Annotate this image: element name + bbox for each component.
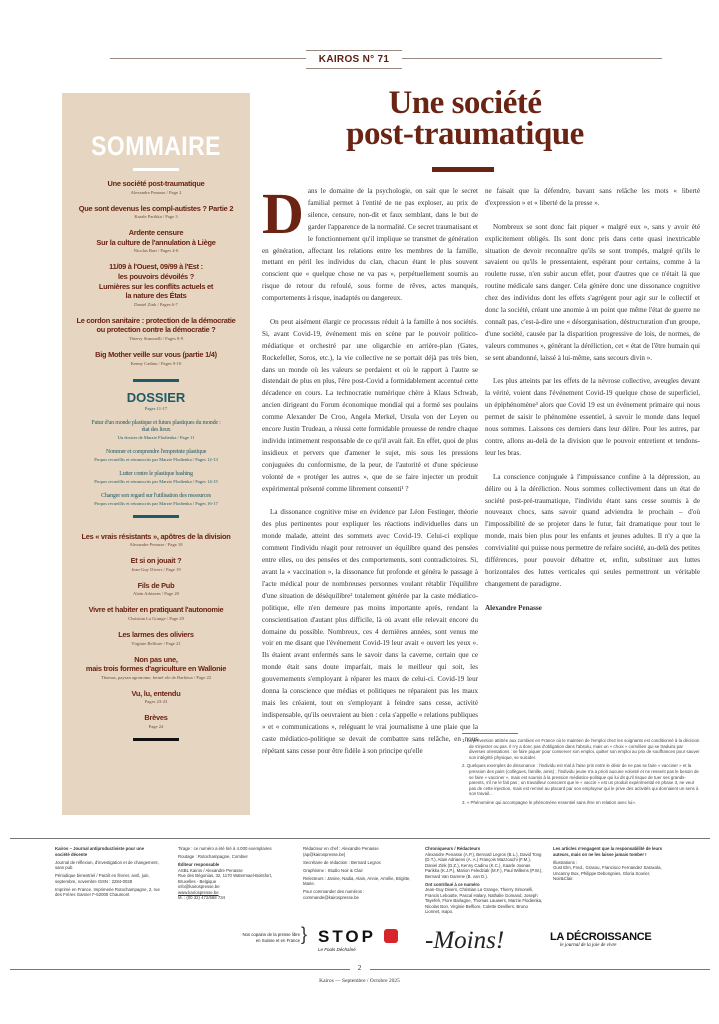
colophon-line: Périodique bimestriel / Paraît en février, avril, juin, septembre, novembre ISSN : 2284-0028: [55, 873, 150, 884]
colophon-heading: Chroniqueurs / Rédacteurs: [425, 846, 481, 851]
colophon-publisher: [178, 846, 288, 901]
stop-logo-text: STOP: [318, 927, 376, 946]
moins-logo[interactable]: -Moins!: [425, 927, 505, 954]
colophon-line: M. : (00 32) 472/568 734: [178, 895, 226, 900]
drop-cap: D: [262, 181, 304, 246]
colophon-line: Kairos – Journal antiproductiviste pour une société décente: [55, 846, 145, 857]
sommaire-item[interactable]: [62, 316, 250, 342]
issue-label: KAIROS N° 71: [306, 50, 402, 69]
sommaire-item-meta: Propos recueillis et retranscrits par Marzie Flodienka / Pages 14-15: [94, 478, 218, 484]
sommaire-item-title: Vivre et habiter en pratiquant l'autonomie: [88, 605, 224, 615]
sommaire-heading: SOMMAIRE: [91, 131, 221, 161]
title-underline: [432, 167, 494, 172]
article-author: Alexandre Penasse: [485, 603, 542, 612]
title-line: post-traumatique: [346, 116, 584, 152]
sommaire-item[interactable]: [62, 204, 250, 221]
sommaire-item[interactable]: [62, 689, 250, 706]
colophon-line: Les articles n'engagent que la responsabilité de leurs auteurs, mais on ne les laisse jamais tomber !: [553, 846, 663, 857]
sommaire-item-title: Brèves: [144, 713, 168, 723]
sommaire-item[interactable]: [62, 471, 250, 485]
sommaire-item[interactable]: [62, 605, 250, 622]
sommaire-item-meta: Kaarle Parikka / Page 3: [134, 214, 178, 220]
dossier-section: [62, 379, 250, 518]
colophon-notes: [553, 846, 668, 884]
website-link[interactable]: www.kairospresse.be: [178, 889, 219, 895]
paragraph: [262, 181, 478, 305]
sommaire-item-title: Fils de Pub: [137, 580, 175, 590]
sommaire-item-meta: Daniel Zink / Pages 6-7: [134, 301, 178, 307]
sommaire-item-title: Changer son regard sur l'utilisation des ressources: [101, 492, 211, 499]
sommaire-item[interactable]: [62, 420, 250, 441]
sommaire-item-title: Que sont devenus les compl-autistes ? Partie 2: [78, 203, 234, 213]
article-column-1: [262, 181, 478, 769]
sommaire-item-meta: Page 24: [148, 723, 164, 729]
footnote-rule: [462, 733, 518, 734]
sommaire-item-meta: Thierry Simonelli / Pages 8-9: [128, 335, 184, 341]
sommaire-item-meta: Thomas, paysan agronome, fermé·ole de Barlieux / Page 22: [100, 674, 212, 680]
paragraph: Les plus atteints par les effets de la névrose collective, aveugles devant la vérité, voient dans l'événement Covid-19 quelque chose de superficiel, un épiphénomène³ alors que Covid 19 est un événement primaire qui nous permet de saisir le phénomène essentiel, à savoir le monde dans lequel nous sommes. Laissons ces derniers dans leur délire. Pour les autres, par contre, allons au-delà de la division que le pouvoir entretient et tendons-leur les bras.: [485, 377, 700, 457]
colophon-line: Alexandre Penasse (A.P.), Bernard Legros (B.L.), David Tong (D.T.), Alain Adriaens (A. A.) François Mazzouchi (F.M.), Daniel Zink (D.Z.), Kenny Cadinu (K.C.), Kaarle Joonas Parikka (K.J.P.), Marion Feledziak (M.F.), Paul Willems (P.W.), Bernard Van Damme (B. van D.).: [425, 851, 543, 879]
sommaire-panel: [62, 93, 250, 815]
colophon-heading: Illustrations :: [553, 859, 578, 865]
paragraph: Nombreux se sont donc fait piquer « malgré eux », sans y avoir été explicitement obligés. Ils sont donc pris dans cette quasi inextricable situation de devoir reconnaître qu'ils se sont trompés, malgré qu'ils le savaient ou qu'ils le pressentaient, espérant pour certains, comme à la roulette russe, n'en subir aucun effet, pour d'autres que ce n'était là que routine médicale sans danger. Cela génère donc une dissonance cognitive chez des individus dont les effets s'agrègent pour agir sur le collectif et donc la société, créant une anomie à un point que même l'état de guerre ne connaît pas, c'est-à-dire une « désorganisation, déstructuration d'un groupe, d'une société, causée par la disparition progressive de lois, de normes, de valeurs communes », générant la déréliction, cet « état de l'être humain qui se sent abandonné, laissé à lui-même, sans secours divin ».: [485, 222, 700, 362]
header-rule: [110, 58, 306, 59]
colophon-line: Gust Elm, Fred., Grasou, Francisco Fernandez Saraxola, Uncanny Box, Philippe Debongnies, Gloria Soorier, Noir&Clair.: [553, 865, 662, 881]
paragraph: On peut aisément élargir ce processus réduit à la famille à nos sociétés. Si, avant Covid-19, événement mis en scène par le pouvoir politico-médiatique et orchestré par une oligarchie en arrière-plan (Gates, Rockefeller, Soros, etc.), la vie collective ne se portait déjà pas très bien, dans un monde où les valeurs se perdaient et où le rapport à l'autre se distendait de plus en plus, l'ère post-Covid a formidablement accentué cette décadence en cours. La technocratie numérique chère à Klaus Schwab, ancien dirigeant du Forum économique mondial qui a formé ses poulains comme Alexander De Croo, Angela Merkel, Ursula von der Leyen ou encore Justin Trudeau, a réussi cette formidable prouesse de rendre chaque individu intimement responsable de ce qu'il avait fait. En effet, quoi de plus insidieux et pervers que d'amener le sujet, mis sous les pressions conjuguées du conformisme, de la peur, de l'autorité et d'une spécieuse volonté de « protéger les autres », que de se faire injecter un produit expérimental présenté comme librement consenti¹ ?: [262, 317, 478, 493]
stop-logo[interactable]: [318, 928, 402, 952]
partners-caption: Nos copains de la presse libre en Suisse et en France: [242, 932, 300, 943]
sommaire-item-title: Futur d'un monde plastique et futurs plastiques du monde : état des lieux: [91, 419, 221, 433]
title-line: Une société: [388, 85, 542, 121]
paragraph: La conscience conjuguée à l'impuissance confine à la dépression, au délire ou à la déréliction. Nous sommes collectivement dans un état de société post-pré-traumatique, l'individu étant sans cesse soumis à de nouveaux chocs, sans savoir quand adviendra le prochain – d'où l'impossibilité de se projeter dans le futur, fait dramatique pour tout le monde, mais bien plus pour les enfants et jeunes adultes. Il n'y a que la convivialité qui puisse nous permettre de refaire société, au-delà des petites différences, pour pouvoir débattre et, enfin, substituer aux luttes horizontales des luttes verticales qui seules permettront un véritable changement de paradigme.: [485, 472, 700, 588]
header-rule: [402, 58, 662, 59]
sommaire-item[interactable]: [62, 556, 250, 573]
footnote: 3. « Phénomène qui accompagne le phénomène essentiel sans être en relation avec lui».: [462, 799, 637, 805]
colophon-line: Secrétaire de rédaction : Bernard Legros: [303, 859, 381, 865]
sommaire-item[interactable]: [62, 493, 250, 507]
page-number: 2: [357, 964, 362, 972]
colophon-editorial: [303, 846, 415, 903]
sommaire-item-meta: Christian La Grange / Page 20: [128, 615, 184, 621]
sommaire-item-meta: Un dossier de Marzie Flodienka / Page 11: [117, 434, 195, 440]
sommaire-item[interactable]: [62, 449, 250, 463]
divider: [133, 738, 179, 741]
colophon-line: Rédacteur en chef : Alexandre Penasse (ap@kairospresse.be): [303, 846, 379, 857]
divider: [133, 379, 179, 382]
colophon-contributors: [425, 846, 543, 917]
article-title: [300, 85, 630, 152]
dossier-pages: Pages 11-17: [144, 405, 168, 411]
colophon-line: Tirage : ce numéro a été tiré à 4.000 exemplaires: [178, 846, 272, 851]
sommaire-item[interactable]: [62, 179, 250, 196]
sommaire-item-meta: Alain Adriaens / Page 20: [133, 591, 179, 597]
decroissance-logo-tagline: le journal de la joie de vivre: [560, 943, 617, 948]
sommaire-item-title: Lutter contre le plastique bashing: [119, 470, 193, 477]
sommaire-item-meta: Alexandre Penasse / Page 2: [130, 189, 182, 195]
sommaire-item[interactable]: [62, 630, 250, 647]
sommaire-item[interactable]: [62, 228, 250, 254]
sommaire-item-meta: Pages 23-23: [144, 699, 168, 705]
sommaire-item-title: Le cordon sanitaire : protection de la démocratie ou protection contre la démocratie ?: [76, 315, 236, 335]
colophon-line: Pour commander des numéros : commande@kairospresse.be: [303, 889, 365, 900]
sommaire-item-meta: Alexandre Penasse / Page 18: [129, 542, 183, 548]
colophon-line: Journal de réflexion, d'investigation et de changement, sans pub: [55, 859, 159, 870]
sommaire-item-title: Les « vrais résistants », apôtres de la division: [81, 531, 231, 541]
paragraph: La dissonance cognitive mise en évidence par Léon Festinger, théorie des plus pertinentes pour expliquer les réactions individuelles dans un monde malade, atteint des sommets avec Covid-19. Celui-ci explique comment l'individu réagit pour retrouver un équilibre quand des pensées entre elles, ou des pensées et des comportements, sont contradictoires. Si, avant la « vaccination », la dissonance fut profonde et généra le passage à l'acte médical pour de nombreuses personnes voulant rétablir l'équilibre d'une situation de déséquilibre² totalement générée par la caste médiatico-politique, elle n'en demeure pas moins importante après, rendant la conscientisation d'autant plus difficile, là où avant elle relevait encore du domaine du possible. Nombreux, ces 4 dernières années, sont venus me voir en me disant que l'événement Covid-19 leur avait « ouvert les yeux ». Ils étaient avant enfermés sans le savoir dans la caverne, certain que ce monde était sans doute imparfait, mais le meilleur qui soit, les gouvernements s'employant à réparer les maux de celui-ci. Covid-19 leur donna la conscience que médias et politiques ne réparaient pas les maux mais les créaient, tout en s'employant à feindre sans cesse, activité indispensable, qu'ils oeuvraient au bien : cela s'appelle « relations publiques » et « communications », reléguant le vrai journalisme à une plaie que la caste médiatico-politique se devait de combattre sans relâche, en nous répétant sans cesse pour être fidèle à son principe qu'elle: [262, 508, 478, 755]
colophon-line: ASBL Kairos / Alexandre Penasse: [178, 867, 243, 873]
colophon-heading: Ont contribué à ce numéro: [425, 881, 480, 887]
sommaire-item[interactable]: [62, 350, 250, 367]
email-link[interactable]: info@kairospresse.be: [178, 884, 220, 889]
stop-sign-icon: [384, 929, 398, 943]
stop-logo-tagline: Le Fouls Déchaîné: [318, 947, 356, 952]
sommaire-item-meta: Propos recueillis et retranscrits par Marzie Flodienka / Pages 12-13: [94, 456, 218, 462]
footer-rule: [10, 838, 710, 839]
issue-date: Kairos — Septembre / Octobre 2025: [319, 978, 400, 984]
sommaire-item-title: Une société post-traumatique: [107, 179, 205, 188]
sommaire-item[interactable]: [62, 713, 250, 730]
footnote: 1. La prévention attitrée aux zombies en France où le maintien de l'emploi chez les soignants est conditionné à la décision de s'injecter ou pas. Il n'y a donc pas d'obligation dans l'absolu, mais un « choix » cornélien qui se traduira par diverses orientations : se faire piquer pour conserver son emploi, quitter son emploi au prix de souffrances pour sauver son intégrité physique, se suicider.: [462, 738, 700, 760]
footnote: 2. Quelques exemples de dissonance : l'individu est mal à l'aise pris entre le désir de ne pas se faire « vacciner » et la pression des pairs (collègues, famille, amis) ; l'individu jeune n'a a priori aucune volonté et ne ressent pas le besoin de se faire « vacciner », mais est soumis à la pression médiatico-politique qui lui dit qu'il risque de tuer ses grands-parents, s'il ne le fait pas ; un travailleur conscient que le « vaccin » est un produit expérimental en phase 3, ne veut pas de cette injection, mais est remisé au placard par son employeur qui le prive des activités qui donnaient un sens à son travail...: [462, 763, 699, 797]
colophon-publication: [55, 846, 160, 900]
paragraph-text: ans le domaine de la psychologie, on sait que le secret familial permet à l'entité de ne pas exploser, au prix de silence, censure, non-dit et faux semblant, dans le but de garder l'apparence de la normalité. Ce secret traumatisant et le fonctionnement qu'il implique se transmet de génération en génération, affectant les relations entre les membres de la famille, mettant en péril les individus du clan, chacun étant le plus souvent conscient que « quelque chose ne va pas », perpétuellement soumis au risque de retour du refoulé, sous forme de rêves, actes manqués, comportements à risque, inadaptés ou dangereux.: [262, 187, 478, 303]
sommaire-item-title: Vu, lu, entendu: [131, 688, 181, 698]
sommaire-item-title: Non pas une, mais trois formes d'agriculture en Wallonie: [85, 654, 227, 674]
paragraph: ne faisait que la défendre, bavant sans relâche les mots « liberté d'expression » et « liberté de la presse ».: [485, 187, 700, 207]
sommaire-item-meta: Virginie Belfiore / Page 21: [131, 640, 181, 646]
colophon-line: Rue des Bégonias, 32, 1170 Watermael-Boitsfort, Bruxelles - Belgique: [178, 873, 273, 884]
colophon-line: Routage : Rotochampagne, Combier: [178, 854, 248, 859]
sommaire-item-meta: Jean-Guy Divers / Page 19: [131, 566, 181, 572]
sommaire-item-title: Et si on jouait ?: [130, 556, 182, 566]
colophon-line: Éditeur responsable: [178, 862, 220, 867]
decroissance-logo-text: LA DÉCROISSANCE: [550, 931, 652, 943]
colophon-line: Graphisme : Studio Noir & Clair: [303, 867, 363, 873]
sommaire-item-title: Ardente censure Sur la culture de l'annulation à Liège: [96, 228, 216, 247]
sommaire-item-title: Big Mother veille sur vous (partie 1/4): [95, 349, 217, 359]
divider: [133, 515, 179, 518]
sommaire-item[interactable]: [62, 532, 250, 549]
colophon-line: Imprimé en France. Imprimerie Rotochampagne, 2, rue des Frères Garnier F-52000 Chaumont: [55, 886, 160, 897]
colophon-line: Relecteurs : Janine, Nadia, Alain, Annie, Amélie, Brigitte, Marie.: [303, 875, 411, 886]
sommaire-item-title: Nommer et comprendre l'empreinte plastique: [105, 448, 207, 455]
brace-icon: }: [301, 924, 308, 944]
sommaire-item-title: 11/09 à l'Ouest, 09/99 à l'Est : les pouvoirs dévoilés ? Lumières sur les conflits actuels et la nature des États: [98, 262, 214, 301]
dossier-heading: DOSSIER: [126, 389, 186, 405]
decroissance-logo[interactable]: [550, 931, 662, 948]
sommaire-item-meta: Kenny Cadinu / Pages 9-10: [130, 360, 182, 366]
sommaire-item-meta: Nicolas Bart / Pages 4-6: [133, 248, 179, 254]
sommaire-item[interactable]: [62, 581, 250, 598]
divider: [133, 168, 179, 171]
colophon-line: Jean-Guy Divers, Christian La Grange, Thierry Simonelli, Francis Leboutte, Pascal Halary, Nathalie Gomand, Joseph Tayefeh, Flore Barlagne, Thomas Lauwers, Marzie Flodienka, Nicolas Bon, Virginie Belfiore, Colette Devillers, Bruno Lionnet, Isapo.: [425, 887, 543, 914]
article-column-2: [485, 186, 700, 626]
sommaire-item-meta: Propos recueillis et retranscrits par Marzie Flodienka / Pages 16-17: [94, 500, 218, 506]
sommaire-item[interactable]: [62, 655, 250, 681]
footnotes: [462, 738, 700, 809]
sommaire-item[interactable]: [62, 262, 250, 307]
sommaire-item-title: Les larmes des oliviers: [118, 629, 194, 639]
